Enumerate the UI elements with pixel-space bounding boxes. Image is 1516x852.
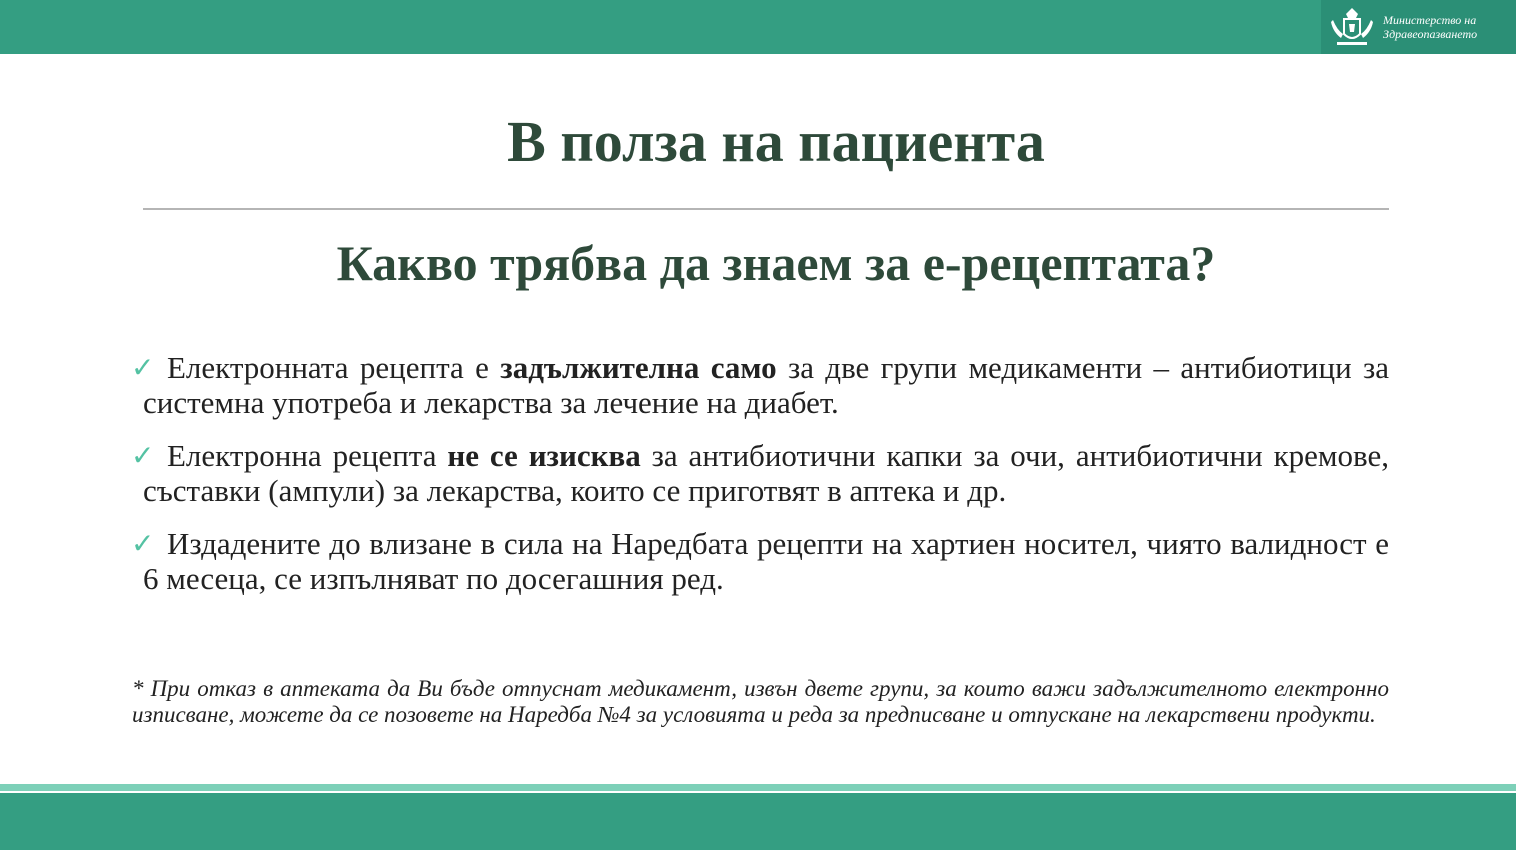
bullet-text-before: Електронна рецепта [167,438,448,473]
logo-text [1383,13,1477,41]
bullet-text-after: за две групи медикаменти – антибиотици за системна употреба и лекарства за лечение на диабет. [143,350,1390,420]
ministry-logo [1321,0,1516,54]
bullet-text-before: Издадените до влизане в сила на Наредбата рецепти на хартиен носител, чиято валидност е 6 месеца, се изпълняват по досегашния ред. [143,526,1389,596]
logo-line-2: Здравеопазването [1383,27,1478,41]
check-icon: ✓ [131,351,155,384]
list-item [131,438,1389,508]
page-subtitle: Какво трябва да знаем за е-рецептата? [336,235,1216,291]
list-item [131,350,1390,420]
coat-of-arms-icon [1327,4,1377,50]
bullet-list [131,350,1390,614]
title-divider [143,208,1389,210]
footnote: * При отказ в аптеката да Ви бъде отпуснат медикамент, извън двете групи, за които важи задължителното електронно изписване, можете да се позовете на Наредба №4 за условията и реда за предписване и отпускане на лекарствени продукти. [132,676,1389,727]
top-bar [0,0,1516,54]
check-icon: ✓ [131,527,155,560]
bullet-text-bold: задължителна само [500,350,777,385]
bottom-accent-line [0,784,1516,791]
bullet-text-bold: не се изисква [447,438,641,473]
bullet-text-after: за антибиотични капки за очи, антибиотични кремове, съставки (ампули) за лекарства, които се приготвят в аптека и др. [143,438,1389,508]
logo-line-1: Министерство на [1383,13,1477,27]
page-title: В полза на пациента [507,109,1045,174]
list-item [131,526,1389,596]
bottom-bar [0,793,1516,850]
bullet-text-before: Електронната рецепта е [167,350,501,385]
check-icon: ✓ [131,439,155,472]
